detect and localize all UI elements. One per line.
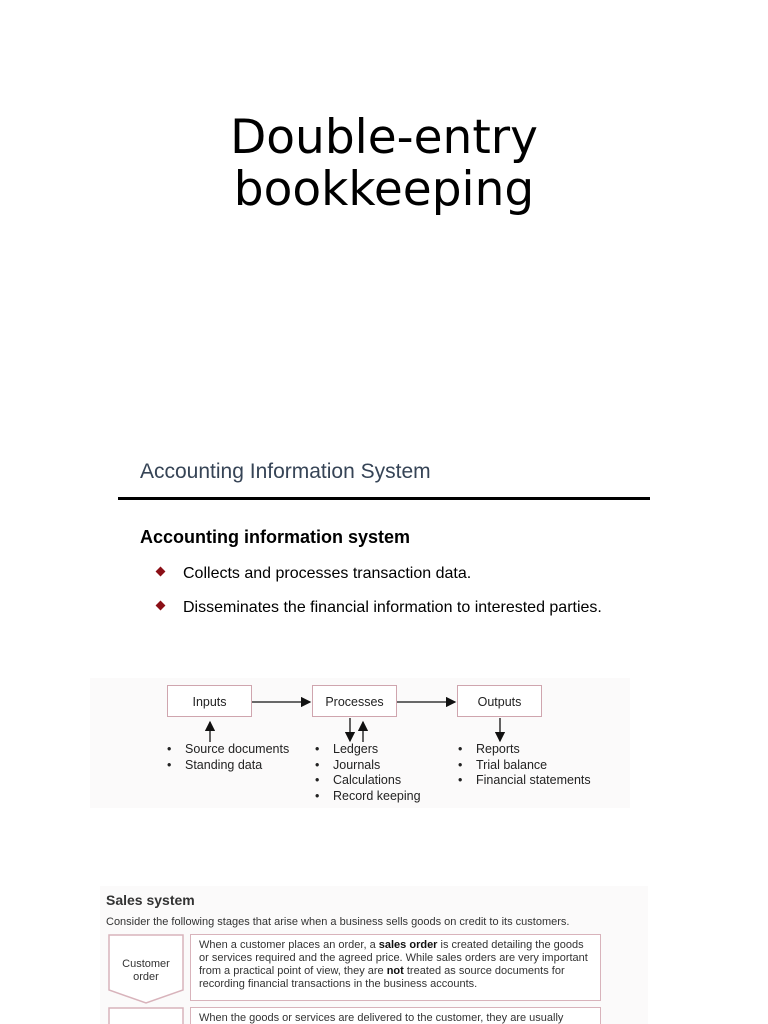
list-item: • Trial balance [458, 758, 591, 774]
desc-text: is created detailing the goods or services required and the agreed price. While sales orders are very important from a practical point of view, they are [199, 939, 588, 977]
ais-flow-diagram [90, 678, 630, 808]
sales-system-intro: Consider the following stages that arise when a business sells goods on credit to its customers. [106, 916, 570, 928]
section-heading: Accounting Information System [140, 460, 431, 483]
stage-label-customer-order [108, 958, 184, 984]
list-item: • Standing data [167, 758, 289, 774]
slide-title [0, 112, 768, 216]
outputs-list [458, 742, 591, 789]
subheading: Accounting information system [140, 527, 411, 547]
stage-description [190, 1007, 601, 1024]
bullet-text: Collects and processes transaction data. [183, 565, 472, 582]
desc-text: treated as source documents for recording financial transactions in the business accounts. [199, 965, 565, 990]
stage-shape-2-icon [108, 1007, 184, 1024]
bullet-text: Disseminates the financial information to interested parties. [183, 599, 602, 616]
inputs-list [167, 742, 289, 773]
list-item: • Reports [458, 742, 591, 758]
list-item: • Journals [315, 758, 421, 774]
title-line-2: bookkeeping [233, 162, 535, 217]
diamond-bullet-icon [156, 601, 166, 611]
sales-system-panel [100, 886, 648, 1024]
desc-bold-term: not [386, 965, 404, 977]
title-line-1: Double-entry [230, 110, 538, 165]
heading-divider [118, 497, 650, 500]
bullet-item [155, 596, 625, 620]
outputs-box: Outputs [457, 685, 542, 717]
stage-label-line: Customer [122, 958, 170, 970]
list-item: • Financial statements [458, 773, 591, 789]
stage-label-line: order [133, 971, 159, 983]
list-item: • Ledgers [315, 742, 421, 758]
stage-description [190, 934, 601, 1001]
inputs-box: Inputs [167, 685, 252, 717]
processes-list [315, 742, 421, 804]
diamond-bullet-icon [156, 567, 166, 577]
list-item: • Record keeping [315, 789, 421, 805]
desc-text: When the goods or services are delivered to the customer, they are usually [199, 1012, 564, 1024]
list-item: • Source documents [167, 742, 289, 758]
bullet-item [155, 562, 625, 586]
desc-bold-term: sales order [378, 939, 438, 951]
processes-box: Processes [312, 685, 397, 717]
desc-text: When a customer places an order, a [199, 939, 379, 951]
sales-system-title: Sales system [106, 892, 195, 908]
list-item: • Calculations [315, 773, 421, 789]
bullet-list [155, 562, 625, 630]
